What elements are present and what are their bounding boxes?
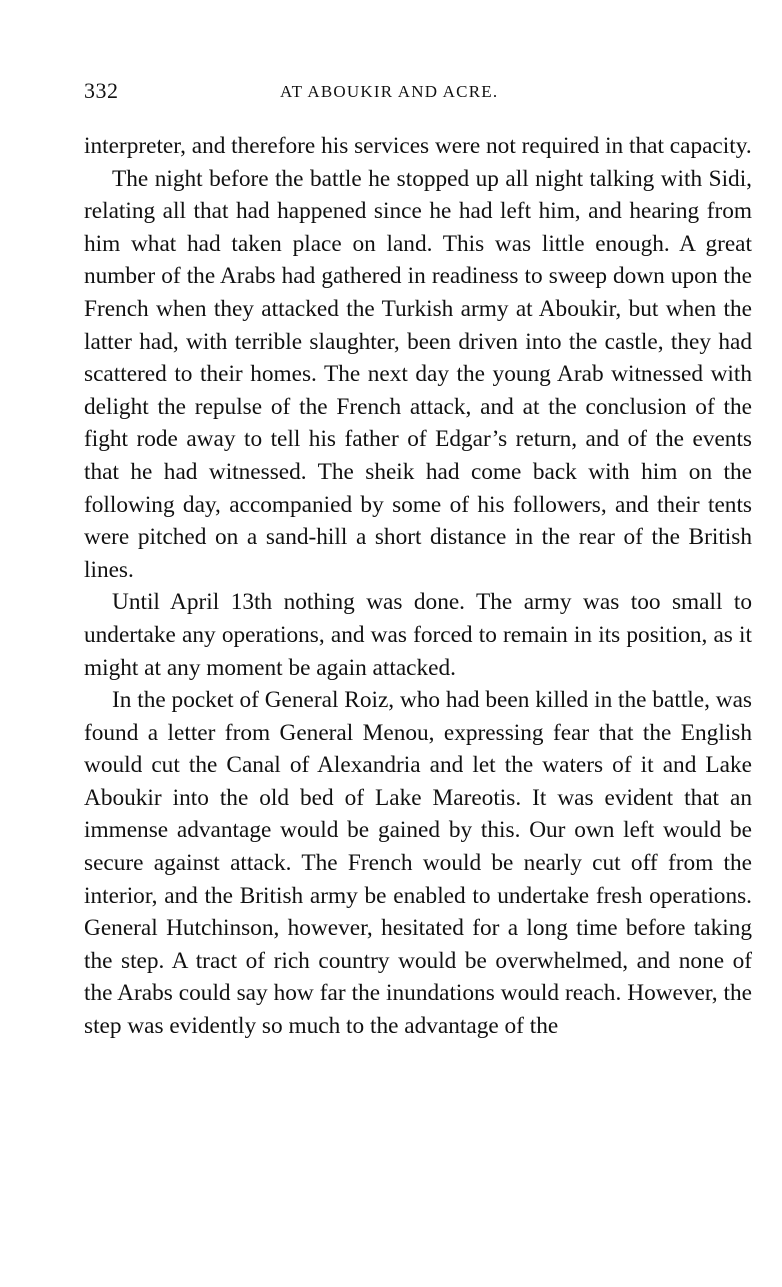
body-text [84,130,752,1043]
running-title: AT ABOUKIR AND ACRE. [280,82,499,101]
paragraph-until-april: Until April 13th nothing was done. The army was too small to undertake any operations, and was forced to remain in its position, as it might at any moment be again attacked. [84,589,752,681]
running-head [84,78,752,108]
paragraph-general-roiz-letter: In the pocket of General Roiz, who had been killed in the battle, was found a letter from General Menou, expressing fear that the English would cut the Canal of Alexandria and let the waters of it and Lake Aboukir into the old bed of Lake Mareotis. It was evident that an immense advantage would be gained by this. Our own left would be secure against attack. The French would be nearly cut off from the interior, and the British army be enabled to undertake fresh operations. General Hutchinson, however, hesitated for a long time before taking the step. A tract of rich country would be overwhelmed, and none of the Arabs could say how far the inundations would reach. However, the step was evidently so much to the advantage of the [84,687,752,1040]
paragraph-interpreter: interpreter, and therefore his services were not required in that capacity. [84,133,752,159]
paragraph-night-before-battle: The night before the battle he stopped up all night talking with Sidi, relating all that had happened since he had left him, and hearing from him what had taken place on land. This was little enough. A great number of the Arabs had gathered in readiness to sweep down upon the French when they attacked the Turkish army at Aboukir, but when the latter had, with terrible slaughter, been driven into the castle, they had scattered to their homes. The next day the young Arab witnessed with delight the repulse of the French attack, and at the conclusion of the fight rode away to tell his father of Edgar’s return, and of the events that he had witnessed. The sheik had come back with him on the following day, accompanied by some of his followers, and their tents were pitched on a sand-hill a short distance in the rear of the British lines. [84,165,752,583]
book-page [84,78,752,1043]
page-number: 332 [84,78,119,103]
